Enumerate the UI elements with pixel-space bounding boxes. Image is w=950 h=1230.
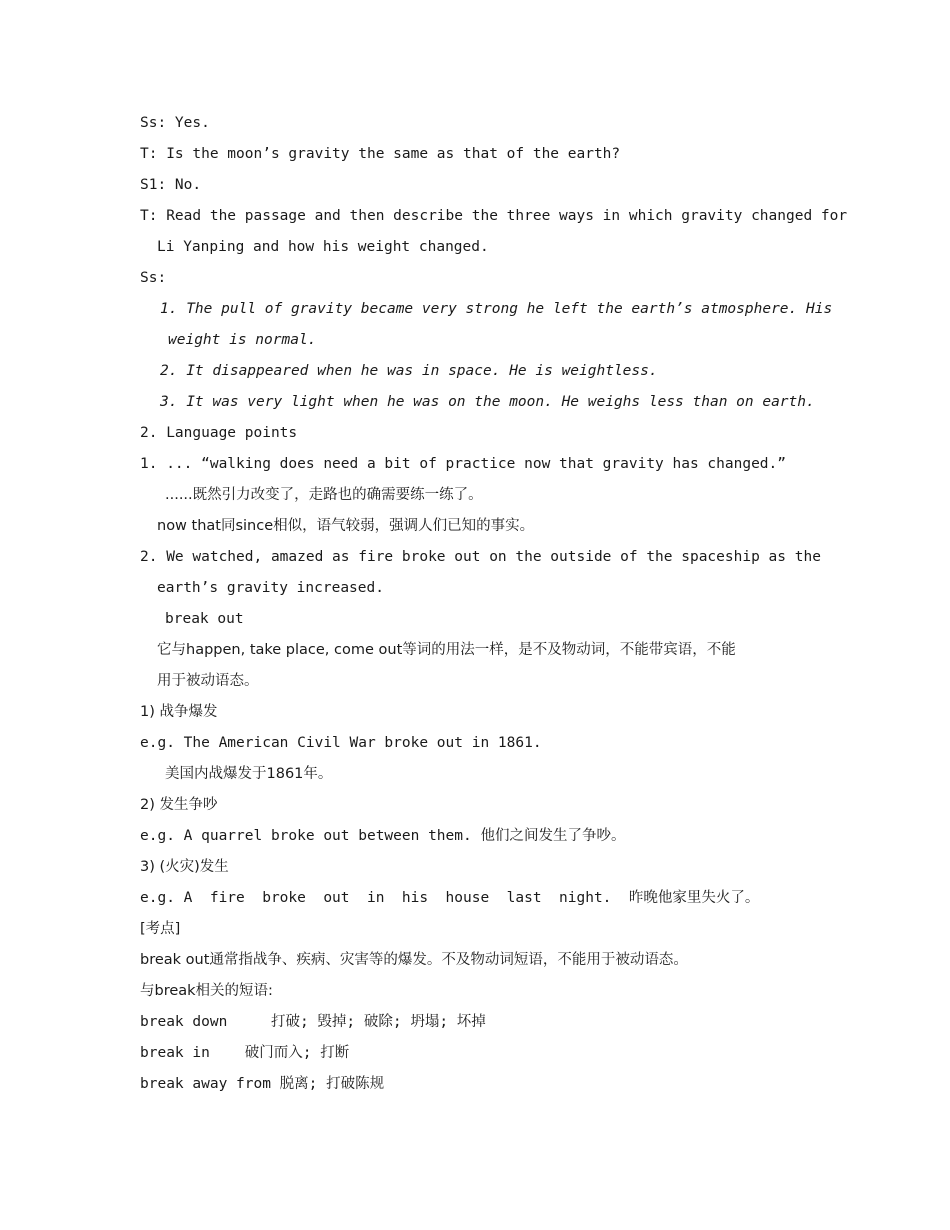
line-task-instruction: T: Read the passage and then describe the three ways in which gravity changed for [140, 208, 848, 224]
line-example-1-translation: 美国内战爆发于1861年。 [165, 766, 333, 782]
line-example-3: e.g. A fire broke out in his house last night. 昨晚他家里失火了。 [140, 890, 760, 906]
line-break-in: break in 破门而入; 打断 [140, 1045, 350, 1061]
line-break-out-usage: 它与happen, take place, come out等词的用法一样，是不及物动词，不能带宾语，不能 [157, 642, 736, 658]
line-point-2: 2. We watched, amazed as fire broke out on the outside of the spaceship as the [140, 549, 821, 565]
line-exam-point-label: [考点] [140, 921, 181, 937]
line-example-2: e.g. A quarrel broke out between them. 他们之间发生了争吵。 [140, 828, 626, 844]
line-point-1-translation: ......既然引力改变了，走路也的确需要练一练了。 [165, 487, 483, 503]
line-answer-2: 2. It disappeared when he was in space. He is weightless. [160, 363, 658, 379]
line-ss: Ss: [140, 270, 167, 286]
line-break-out-heading: break out [165, 611, 244, 627]
section-language-points: 2. Language points [140, 425, 298, 441]
line-break-away-from: break away from 脱离; 打破陈规 [140, 1076, 385, 1092]
line-answer-3: 3. It was very light when he was on the moon. He weighs less than on earth. [160, 394, 815, 410]
line-point-1: 1. ... “walking does need a bit of practice now that gravity has changed.” [140, 456, 787, 472]
line-related-phrases: 与break相关的短语: [140, 983, 273, 999]
line-point-2-cont: earth’s gravity increased. [157, 580, 384, 596]
line-example-1: e.g. The American Civil War broke out in 1861. [140, 735, 542, 751]
line-answer-1: 1. The pull of gravity became very strong he left the earth’s atmosphere. His [160, 301, 833, 317]
line-meaning-3: 3) (火灾)发生 [140, 859, 229, 875]
line-exam-point: break out通常指战争、疾病、灾害等的爆发。不及物动词短语，不能用于被动语态。 [140, 952, 688, 968]
line-break-down: break down 打破; 毁掉; 破除; 坍塌; 坏掉 [140, 1014, 486, 1030]
line-ss-yes: Ss: Yes. [140, 115, 210, 131]
line-question-gravity: T: Is the moon’s gravity the same as that of the earth? [140, 146, 621, 162]
line-break-out-usage-cont: 用于被动语态。 [157, 673, 259, 689]
line-task-instruction-cont: Li Yanping and how his weight changed. [157, 239, 489, 255]
line-s1-no: S1: No. [140, 177, 202, 193]
line-meaning-2: 2) 发生争吵 [140, 797, 218, 813]
line-meaning-1: 1) 战争爆发 [140, 704, 218, 720]
line-answer-1-cont: weight is normal. [168, 332, 317, 348]
line-now-that-note: now that同since相似，语气较弱，强调人们已知的事实。 [157, 518, 535, 534]
